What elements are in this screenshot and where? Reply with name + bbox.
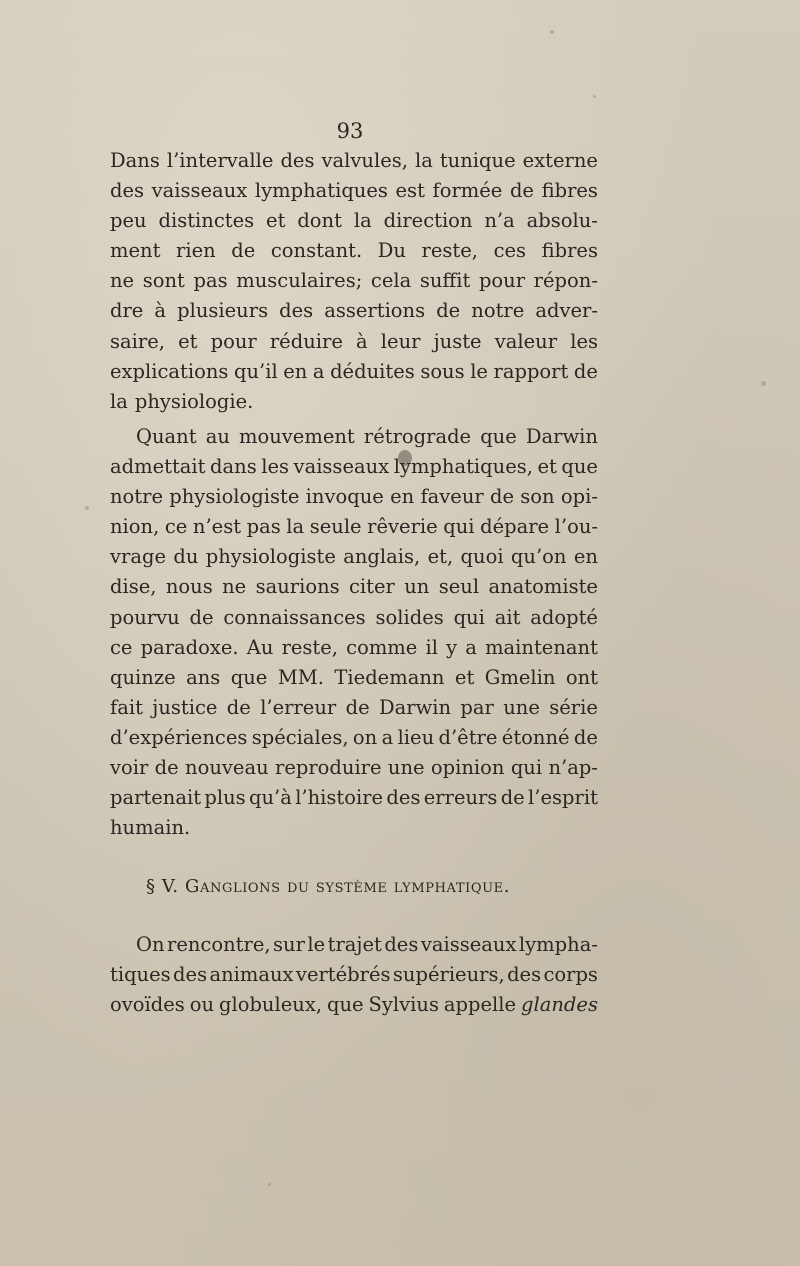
word: et — [454, 665, 475, 689]
word: seule — [309, 515, 362, 539]
word: les — [261, 455, 290, 479]
word: anatomiste — [488, 575, 598, 599]
word: de — [154, 756, 179, 780]
word: formée — [432, 179, 503, 203]
paper-spot — [593, 95, 596, 98]
word: dise, — [110, 575, 157, 599]
word: pour — [478, 269, 526, 293]
word: l’erreur — [260, 695, 337, 719]
word: de — [573, 725, 598, 749]
word: anglais, — [343, 545, 421, 569]
word: qui — [443, 515, 475, 539]
word: Quant — [136, 425, 197, 448]
word: trajet — [327, 933, 382, 956]
word: rencontre, — [167, 933, 271, 956]
word: opinion — [430, 756, 505, 780]
word: de — [226, 695, 251, 719]
text-line — [110, 813, 598, 843]
word: fibres — [541, 179, 598, 203]
word: dont — [297, 209, 342, 233]
word: pas — [246, 515, 281, 539]
word: tunique — [439, 149, 516, 172]
word: ce — [164, 515, 188, 539]
word: Gmelin — [484, 665, 556, 689]
word: rétrograde — [363, 425, 472, 448]
word: notre — [110, 485, 163, 509]
text-line — [110, 633, 598, 663]
paper-spot — [550, 30, 554, 34]
word: saurions — [255, 575, 340, 599]
word: tiques — [110, 963, 171, 987]
word: des — [110, 179, 145, 203]
word: valvules, — [321, 149, 408, 172]
word: à — [154, 299, 167, 323]
word: plus — [204, 786, 246, 810]
word: rêverie — [367, 515, 438, 539]
word: Au — [246, 635, 274, 659]
word: dre — [110, 299, 144, 323]
word: à — [356, 329, 368, 353]
word: l’ou- — [554, 515, 598, 539]
word: ont — [565, 665, 598, 689]
word: lieu — [397, 725, 435, 749]
paper-spot — [268, 1183, 271, 1186]
section-number: § V. — [146, 876, 179, 897]
text-line — [110, 296, 598, 326]
word: des — [173, 963, 208, 987]
word: MM. — [277, 665, 324, 689]
word: qu’il — [233, 359, 278, 383]
word: le — [307, 933, 326, 956]
word: a — [465, 635, 477, 659]
word: sur — [273, 933, 305, 956]
word: nouveau — [185, 756, 269, 780]
word: erreurs — [423, 786, 498, 810]
word: mouvement — [238, 425, 355, 448]
word: que — [561, 455, 598, 479]
word: qui — [453, 605, 485, 629]
text-line — [110, 783, 598, 813]
text-line — [110, 357, 598, 387]
word: musculaires; — [236, 269, 363, 293]
word: comme — [346, 635, 418, 659]
word: étonné — [501, 725, 570, 749]
text-line — [110, 512, 598, 542]
word: vaisseaux — [151, 179, 248, 203]
word: série — [549, 695, 598, 719]
word: d’être — [438, 725, 498, 749]
word: Tiedemann — [334, 665, 445, 689]
word: en — [573, 545, 598, 569]
text-line — [110, 327, 598, 357]
word: reste, — [421, 239, 478, 263]
word: par — [460, 695, 494, 719]
word: il — [425, 635, 438, 659]
word: de — [345, 695, 370, 719]
word: physiologiste — [169, 485, 300, 509]
word: rapport — [493, 359, 569, 383]
word: fibres — [541, 239, 598, 263]
paper-spot — [761, 381, 766, 386]
word: de — [573, 359, 598, 383]
text-line — [110, 693, 598, 723]
text-line — [110, 930, 598, 960]
word: au — [205, 425, 230, 448]
word: n’a — [484, 209, 515, 233]
word: Darwin — [525, 425, 598, 448]
word: reste, — [281, 635, 339, 659]
word: distinctes — [158, 209, 255, 233]
word: lymphatiques — [254, 179, 388, 203]
text-line — [110, 753, 598, 783]
word: leur — [380, 329, 421, 353]
word: la — [414, 149, 433, 172]
word: cela — [370, 269, 412, 293]
word: vaisseaux — [293, 455, 390, 479]
text-line — [110, 452, 598, 482]
word: de — [489, 485, 515, 509]
word: un — [404, 575, 430, 599]
word: On — [136, 933, 165, 956]
word: opi- — [560, 485, 598, 509]
word: de — [231, 239, 256, 263]
word: la — [286, 515, 305, 539]
word: globuleux, — [218, 993, 323, 1017]
word: seul — [438, 575, 480, 599]
page-number: 93 — [336, 119, 364, 143]
word: réduire — [269, 329, 343, 353]
word: la — [110, 389, 128, 413]
word: n’est — [192, 515, 242, 539]
paper-spot — [85, 506, 89, 510]
word: et, — [427, 545, 454, 569]
word: une — [387, 756, 425, 780]
text-line — [110, 387, 598, 417]
word: qu’à — [249, 786, 292, 810]
word: de — [436, 299, 461, 323]
word: et — [178, 329, 198, 353]
text-line — [110, 572, 598, 602]
text-line — [110, 482, 598, 512]
section-heading — [146, 872, 510, 902]
word: déduites — [330, 359, 415, 383]
text-line — [110, 146, 598, 176]
word: juste — [433, 329, 482, 353]
word: rien — [176, 239, 216, 263]
word: n’ap- — [548, 756, 598, 780]
word: connaissances — [223, 605, 366, 629]
word: solides — [375, 605, 444, 629]
word: plusieurs — [177, 299, 269, 323]
word: l’histoire — [295, 786, 384, 810]
word: les — [570, 329, 598, 353]
word: et — [537, 455, 557, 479]
word: saire, — [110, 329, 165, 353]
paragraph — [110, 930, 598, 1020]
word: en — [283, 359, 308, 383]
word: vaisseaux — [420, 933, 517, 956]
word: répon- — [533, 269, 598, 293]
word: Darwin — [378, 695, 452, 719]
text-line — [110, 990, 598, 1020]
word: y — [446, 635, 458, 659]
word: pas — [193, 269, 228, 293]
word: on — [352, 725, 378, 749]
text-line — [110, 603, 598, 633]
word: du — [173, 545, 199, 569]
word: dans — [210, 455, 257, 479]
word: vertébrés — [295, 963, 391, 987]
word: de — [189, 605, 214, 629]
word: ce — [110, 635, 133, 659]
word: l’intervalle — [166, 149, 274, 172]
word: que — [480, 425, 517, 448]
word: suffit — [419, 269, 471, 293]
word: lymphatiques, — [393, 455, 533, 479]
word: faveur — [420, 485, 484, 509]
word: notre — [471, 299, 525, 323]
text-line — [110, 206, 598, 236]
word: Sylvius — [368, 993, 439, 1017]
word: ces — [493, 239, 527, 263]
word: a — [381, 725, 394, 749]
word: nion, — [110, 515, 160, 539]
word: des — [279, 299, 314, 323]
word: spéciales, — [251, 725, 349, 749]
word: sont — [142, 269, 185, 293]
word: dépare — [480, 515, 550, 539]
word: supérieurs, — [392, 963, 505, 987]
word: appelle — [443, 993, 517, 1017]
word: maintenant — [485, 635, 598, 659]
word: ait — [494, 605, 521, 629]
word: le — [470, 359, 488, 383]
word: peu — [110, 209, 147, 233]
word: partenait — [110, 786, 202, 810]
word: que — [230, 665, 268, 689]
word: des — [507, 963, 542, 987]
text-line — [110, 723, 598, 753]
word: humain. — [110, 816, 191, 840]
word: nous — [165, 575, 213, 599]
word: ou — [189, 993, 215, 1017]
word: la — [353, 209, 372, 233]
word: qui — [510, 756, 543, 780]
word: de — [509, 179, 534, 203]
text-line — [110, 542, 598, 572]
word: qu’on — [510, 545, 567, 569]
word: ovoïdes — [110, 993, 185, 1017]
word: voir — [110, 756, 149, 780]
word: citer — [349, 575, 395, 599]
word: valeur — [494, 329, 558, 353]
word: des — [386, 786, 421, 810]
word: des — [384, 933, 419, 956]
text-line — [110, 266, 598, 296]
word: que — [326, 993, 364, 1017]
word: des — [280, 149, 315, 172]
section-title: Ganglions du système lymphatique. — [185, 876, 511, 897]
word: son — [520, 485, 555, 509]
word: externe — [522, 149, 598, 172]
word: animaux — [209, 963, 294, 987]
text-line — [110, 960, 598, 990]
word: quinze — [110, 665, 176, 689]
word: fait — [110, 695, 143, 719]
text-line — [110, 236, 598, 266]
word: ans — [186, 665, 221, 689]
paragraph — [110, 422, 598, 843]
word: justice — [152, 695, 218, 719]
word: ment — [110, 239, 161, 263]
word: sous — [420, 359, 465, 383]
word: de — [500, 786, 525, 810]
word: direction — [383, 209, 473, 233]
word: assertions — [324, 299, 426, 323]
word: constant. — [270, 239, 363, 263]
word: est — [395, 179, 425, 203]
word: l’esprit — [528, 786, 598, 810]
word: explications — [110, 359, 229, 383]
word: et — [266, 209, 286, 233]
paragraph — [110, 146, 598, 417]
word: paradoxe. — [140, 635, 239, 659]
word: physiologiste — [205, 545, 336, 569]
word: vrage — [110, 545, 166, 569]
word: une — [503, 695, 540, 719]
word: ne — [110, 269, 135, 293]
word: reproduire — [275, 756, 382, 780]
text-line — [110, 663, 598, 693]
word: corps — [543, 963, 598, 987]
word: d’expériences — [110, 725, 248, 749]
text-line — [110, 176, 598, 206]
text-line — [110, 422, 598, 452]
word: Dans — [110, 149, 160, 172]
word: en — [390, 485, 415, 509]
word: physiologie. — [134, 389, 254, 413]
word: adver- — [535, 299, 598, 323]
word: ne — [222, 575, 247, 599]
word: adopté — [530, 605, 598, 629]
word: admettait — [110, 455, 206, 479]
word: pourvu — [110, 605, 180, 629]
italic-word: glandes — [521, 993, 598, 1017]
word: pour — [210, 329, 257, 353]
word: Du — [377, 239, 406, 263]
word: absolu- — [526, 209, 598, 233]
word: quoi — [460, 545, 504, 569]
word: a — [312, 359, 325, 383]
word: lympha- — [518, 933, 598, 956]
word: invoque — [305, 485, 384, 509]
